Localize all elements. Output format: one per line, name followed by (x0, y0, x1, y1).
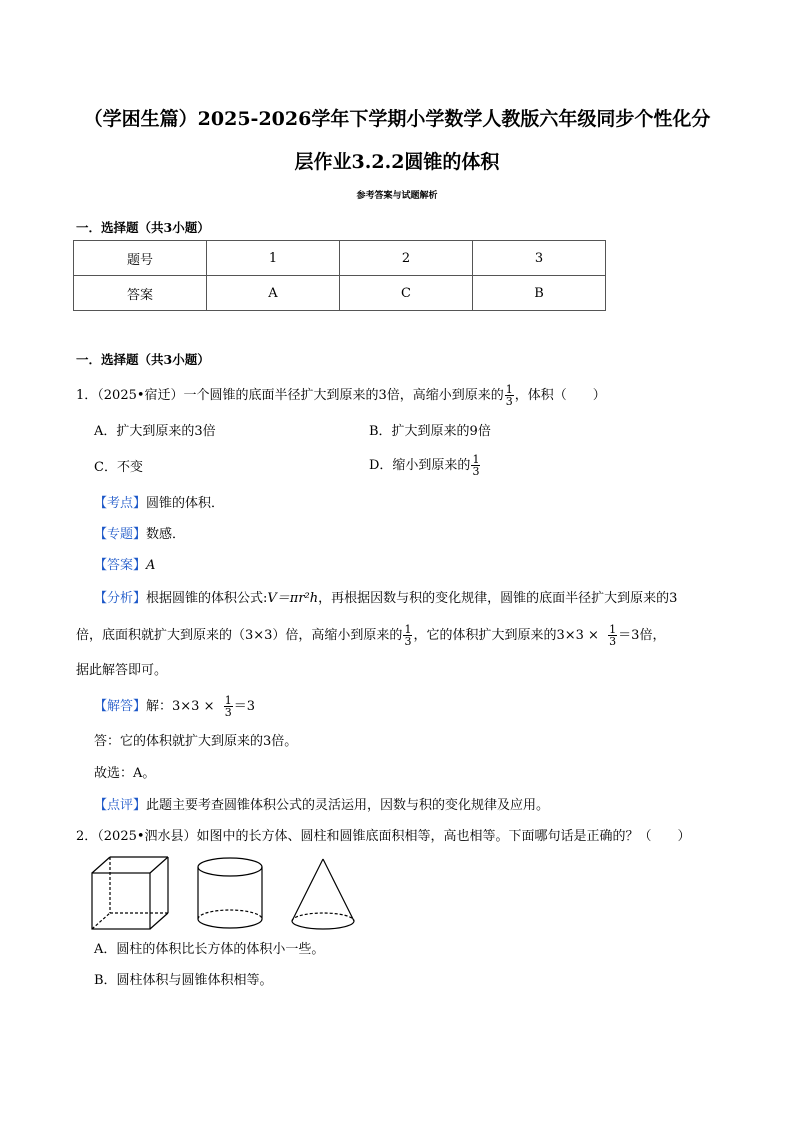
kaodian-tag: 【考点】 (94, 496, 147, 511)
answer-section-heading: 一．选择题（共3小题） (76, 220, 210, 235)
q1-kaodian (94, 494, 224, 514)
answer-table (73, 240, 606, 311)
zhuanti-tag: 【专题】 (94, 527, 147, 542)
volume-formula: V＝πr²h (267, 591, 319, 606)
table-cell: 答案 (74, 276, 207, 311)
fraction (608, 624, 617, 647)
table-cell: 3 (473, 241, 606, 276)
q1-daan (94, 556, 155, 576)
zhuanti-text: 数感． (146, 527, 186, 542)
table-cell: 1 (207, 241, 340, 276)
numerator: 1 (472, 453, 480, 466)
q1-option-c: C．不变 (94, 460, 143, 475)
q1-stem (76, 384, 606, 407)
fenxi-tag: 【分析】 (94, 591, 147, 606)
q1-option-b: B．扩大到原来的9倍 (369, 424, 491, 439)
table-row (74, 241, 606, 276)
denominator: 3 (404, 635, 412, 648)
dianping-text: 此题主要考查圆锥体积公式的灵活运用，因数与积的变化规律及应用。 (146, 798, 550, 813)
jieda-text: 解：3×3 × (146, 699, 215, 714)
daan-tag: 【答案】 (94, 558, 147, 573)
dianping-tag: 【点评】 (94, 798, 147, 813)
table-cell: B (473, 276, 606, 311)
q1-answer-line: 答：它的体积就扩大到原来的3倍。 (94, 734, 298, 749)
q1-option-a: A．扩大到原来的3倍 (94, 424, 216, 439)
q1-jieda (94, 695, 255, 718)
jieda-tag: 【解答】 (94, 699, 147, 714)
numerator: 1 (505, 383, 513, 396)
kaodian-text: 圆锥的体积． (146, 496, 225, 511)
q1-fenxi-line-1 (94, 589, 677, 609)
fenxi-text: ，它的体积扩大到原来的3×3 × (413, 628, 599, 643)
q1-dianping (94, 796, 549, 816)
document-title-line-2: 层作业3.2.2圆锥的体积 (294, 151, 500, 173)
fenxi-text: 倍，底面积就扩大到原来的（3×3）倍，高缩小到原来的 (76, 628, 403, 643)
fraction (224, 695, 233, 718)
denominator: 3 (505, 395, 513, 408)
table-cell: A (207, 276, 340, 311)
table-cell: C (340, 276, 473, 311)
q1-fenxi-line-3: 据此解答即可。 (76, 663, 168, 678)
daan-text: A (146, 558, 156, 573)
table-row (74, 276, 606, 311)
denominator: 3 (609, 635, 617, 648)
denominator: 3 (224, 706, 232, 719)
q1-option-d-text: D．缩小到原来的 (369, 458, 471, 473)
detail-section-heading: 一．选择题（共3小题） (76, 352, 210, 367)
cylinder-figure (198, 858, 262, 928)
cone-figure (292, 859, 354, 929)
table-cell: 2 (340, 241, 473, 276)
solids-figure (90, 855, 390, 935)
jieda-result: ＝3 (233, 699, 256, 714)
document-title-line-1: （学困生篇）2025-2026学年下学期小学数学人教版六年级同步个性化分 (83, 108, 711, 130)
fraction (403, 624, 412, 647)
fenxi-text: ＝3倍， (618, 628, 666, 643)
numerator: 1 (404, 623, 412, 636)
q1-fenxi-line-2 (76, 624, 665, 647)
q2-option-a: A．圆柱的体积比长方体的体积小一些。 (94, 942, 325, 957)
fraction (471, 454, 480, 477)
denominator: 3 (472, 465, 480, 478)
q1-zhuanti (94, 525, 185, 545)
document-subtitle: 参考答案与试题解析 (356, 191, 438, 201)
q1-option-d (369, 454, 481, 477)
q1-stem-end: ，体积（ ） (514, 388, 606, 403)
fenxi-text: 根据圆锥的体积公式: (146, 591, 268, 606)
q2-option-b: B．圆柱体积与圆锥体积相等。 (94, 973, 273, 988)
table-cell: 题号 (74, 241, 207, 276)
numerator: 1 (224, 694, 232, 707)
fraction (505, 384, 514, 407)
q1-choice-line: 故选：A。 (94, 766, 156, 781)
cuboid-figure (92, 857, 168, 929)
q1-stem-text: 1．（2025•宿迁）一个圆锥的底面半径扩大到原来的3倍，高缩小到原来的 (76, 388, 504, 403)
fenxi-text: ，再根据因数与积的变化规律，圆锥的底面半径扩大到原来的3 (318, 591, 678, 606)
numerator: 1 (609, 623, 617, 636)
q2-stem: 2．（2025•泗水县）如图中的长方体、圆柱和圆锥底面积相等，高也相等。下面哪句话是正确的？（ ） (76, 829, 691, 844)
